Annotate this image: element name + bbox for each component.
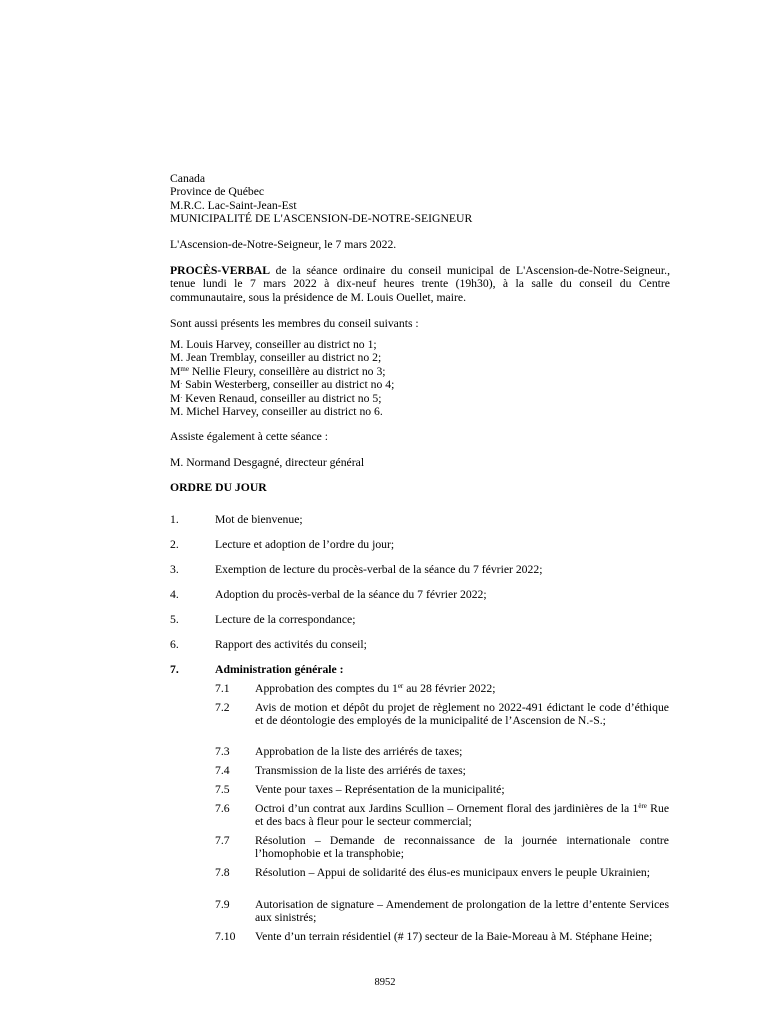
subitem-text: Avis de motion et dépôt du projet de règlement no 2022-491 édictant le code d’éthique et de déontologie des employés de la municipalité de l’Ascension de N.-S.; xyxy=(255,701,669,728)
header-province: Province de Québec xyxy=(170,185,265,199)
agenda-item-text: Lecture et adoption de l’ordre du jour; xyxy=(215,538,395,551)
agenda-item-number: 7. xyxy=(170,663,179,676)
subitem-text: Approbation de la liste des arriérés de taxes; xyxy=(255,745,463,758)
subitem-text: Vente pour taxes – Représentation de la municipalité; xyxy=(255,783,505,796)
director-line: M. Normand Desgagné, directeur général xyxy=(170,456,365,469)
header-mrc: M.R.C. Lac-Saint-Jean-Est xyxy=(170,198,297,212)
address-header xyxy=(170,172,670,226)
member-3: $M^{me}$ Nellie Fleury, conseillère au district no 3; xyxy=(170,364,386,378)
agenda-item-number: 6. xyxy=(170,638,179,651)
member-6: M. Michel Harvey, conseiller au district no 6. xyxy=(170,405,383,419)
member-1: M. Louis Harvey, conseiller au district no 1; xyxy=(170,338,377,351)
agenda-item-text: Lecture de la correspondance; xyxy=(215,613,356,626)
page-number: 8952 xyxy=(374,977,396,988)
agenda-item-text: Mot de bienvenue; xyxy=(215,513,303,526)
ordre-du-jour-title: ORDRE DU JOUR xyxy=(170,481,267,494)
agenda-item-text: Adoption du procès-verbal de la séance du 7 février 2022; xyxy=(215,588,487,601)
subitem-number: 7.3 xyxy=(215,745,230,758)
agenda-item-number: 1. xyxy=(170,513,179,526)
agenda-item-number: 4. xyxy=(170,588,179,601)
subitem-text: Résolution – Appui de solidarité des élus-es municipaux envers le peuple Ukrainien; xyxy=(255,866,651,879)
subitem-number: 7.2 xyxy=(215,701,230,714)
subitem-number: 7.1 xyxy=(215,682,230,695)
header-municipality: MUNICIPALITÉ DE L'ASCENSION-DE-NOTRE-SEIGNEUR xyxy=(170,212,473,226)
subitem-text: Octroi d’un contrat aux Jardins Scullion – Ornement floral des jardinières de la 1ère Rue et des bacs à fleur pour le secteur commercial; xyxy=(255,802,670,829)
agenda-item-text: Administration générale : xyxy=(215,663,344,676)
members-list xyxy=(170,338,670,418)
agenda-item-number: 5. xyxy=(170,613,179,626)
assiste-intro: Assiste également à cette séance : xyxy=(170,430,329,443)
member-5: M. Keven Renaud, conseiller au district no 5; xyxy=(170,391,382,405)
subitem-number: 7.9 xyxy=(215,898,230,911)
subitem-text: Vente d’un terrain résidentiel (# 17) secteur de la Baie-Moreau à M. Stéphane Heine; xyxy=(255,930,653,943)
subitem-number: 7.7 xyxy=(215,834,230,847)
agenda-item-number: 3. xyxy=(170,563,179,576)
agenda-item-number: 2. xyxy=(170,538,179,551)
date-line: L'Ascension-de-Notre-Seigneur, le 7 mars 2022. xyxy=(170,238,397,251)
agenda-item-text: Rapport des activités du conseil; xyxy=(215,638,367,651)
subitem-number: 7.8 xyxy=(215,866,230,879)
proces-verbal-paragraph xyxy=(170,264,670,304)
subitem-text: Résolution – Demande de reconnaissance de la journée internationale contre l’homophobie et la transphobie; xyxy=(255,834,669,861)
subitem-number: 7.5 xyxy=(215,783,230,796)
proces-verbal-label: PROCÈS-VERBAL xyxy=(170,264,271,277)
header-country: Canada xyxy=(170,172,206,185)
subitem-text: Autorisation de signature – Amendement de prolongation de la lettre d’entente Services aux sinistrés; xyxy=(255,898,669,925)
subitem-text: Approbation des comptes du 1er au 28 février 2022; xyxy=(255,682,496,695)
member-4: M. Sabin Westerberg, conseiller au district no 4; xyxy=(170,378,395,392)
proces-verbal-text: de la séance ordinaire du conseil municipal de L'Ascension-de-Notre-Seigneur., tenue lundi le 7 mars 2022 à dix-neuf heures trente (19h30), à la salle du conseil du Centre communautaire, sous la présidence de M. Louis Ouellet, maire. xyxy=(170,264,670,304)
presents-intro: Sont aussi présents les membres du conseil suivants : xyxy=(170,317,419,330)
subitem-number: 7.4 xyxy=(215,764,230,777)
subitem-number: 7.6 xyxy=(215,802,230,815)
agenda-item-text: Exemption de lecture du procès-verbal de la séance du 7 février 2022; xyxy=(215,563,543,576)
member-2: M. Jean Tremblay, conseiller au district no 2; xyxy=(170,351,382,365)
subitem-number: 7.10 xyxy=(215,930,236,943)
subitem-text: Transmission de la liste des arriérés de taxes; xyxy=(255,764,466,777)
